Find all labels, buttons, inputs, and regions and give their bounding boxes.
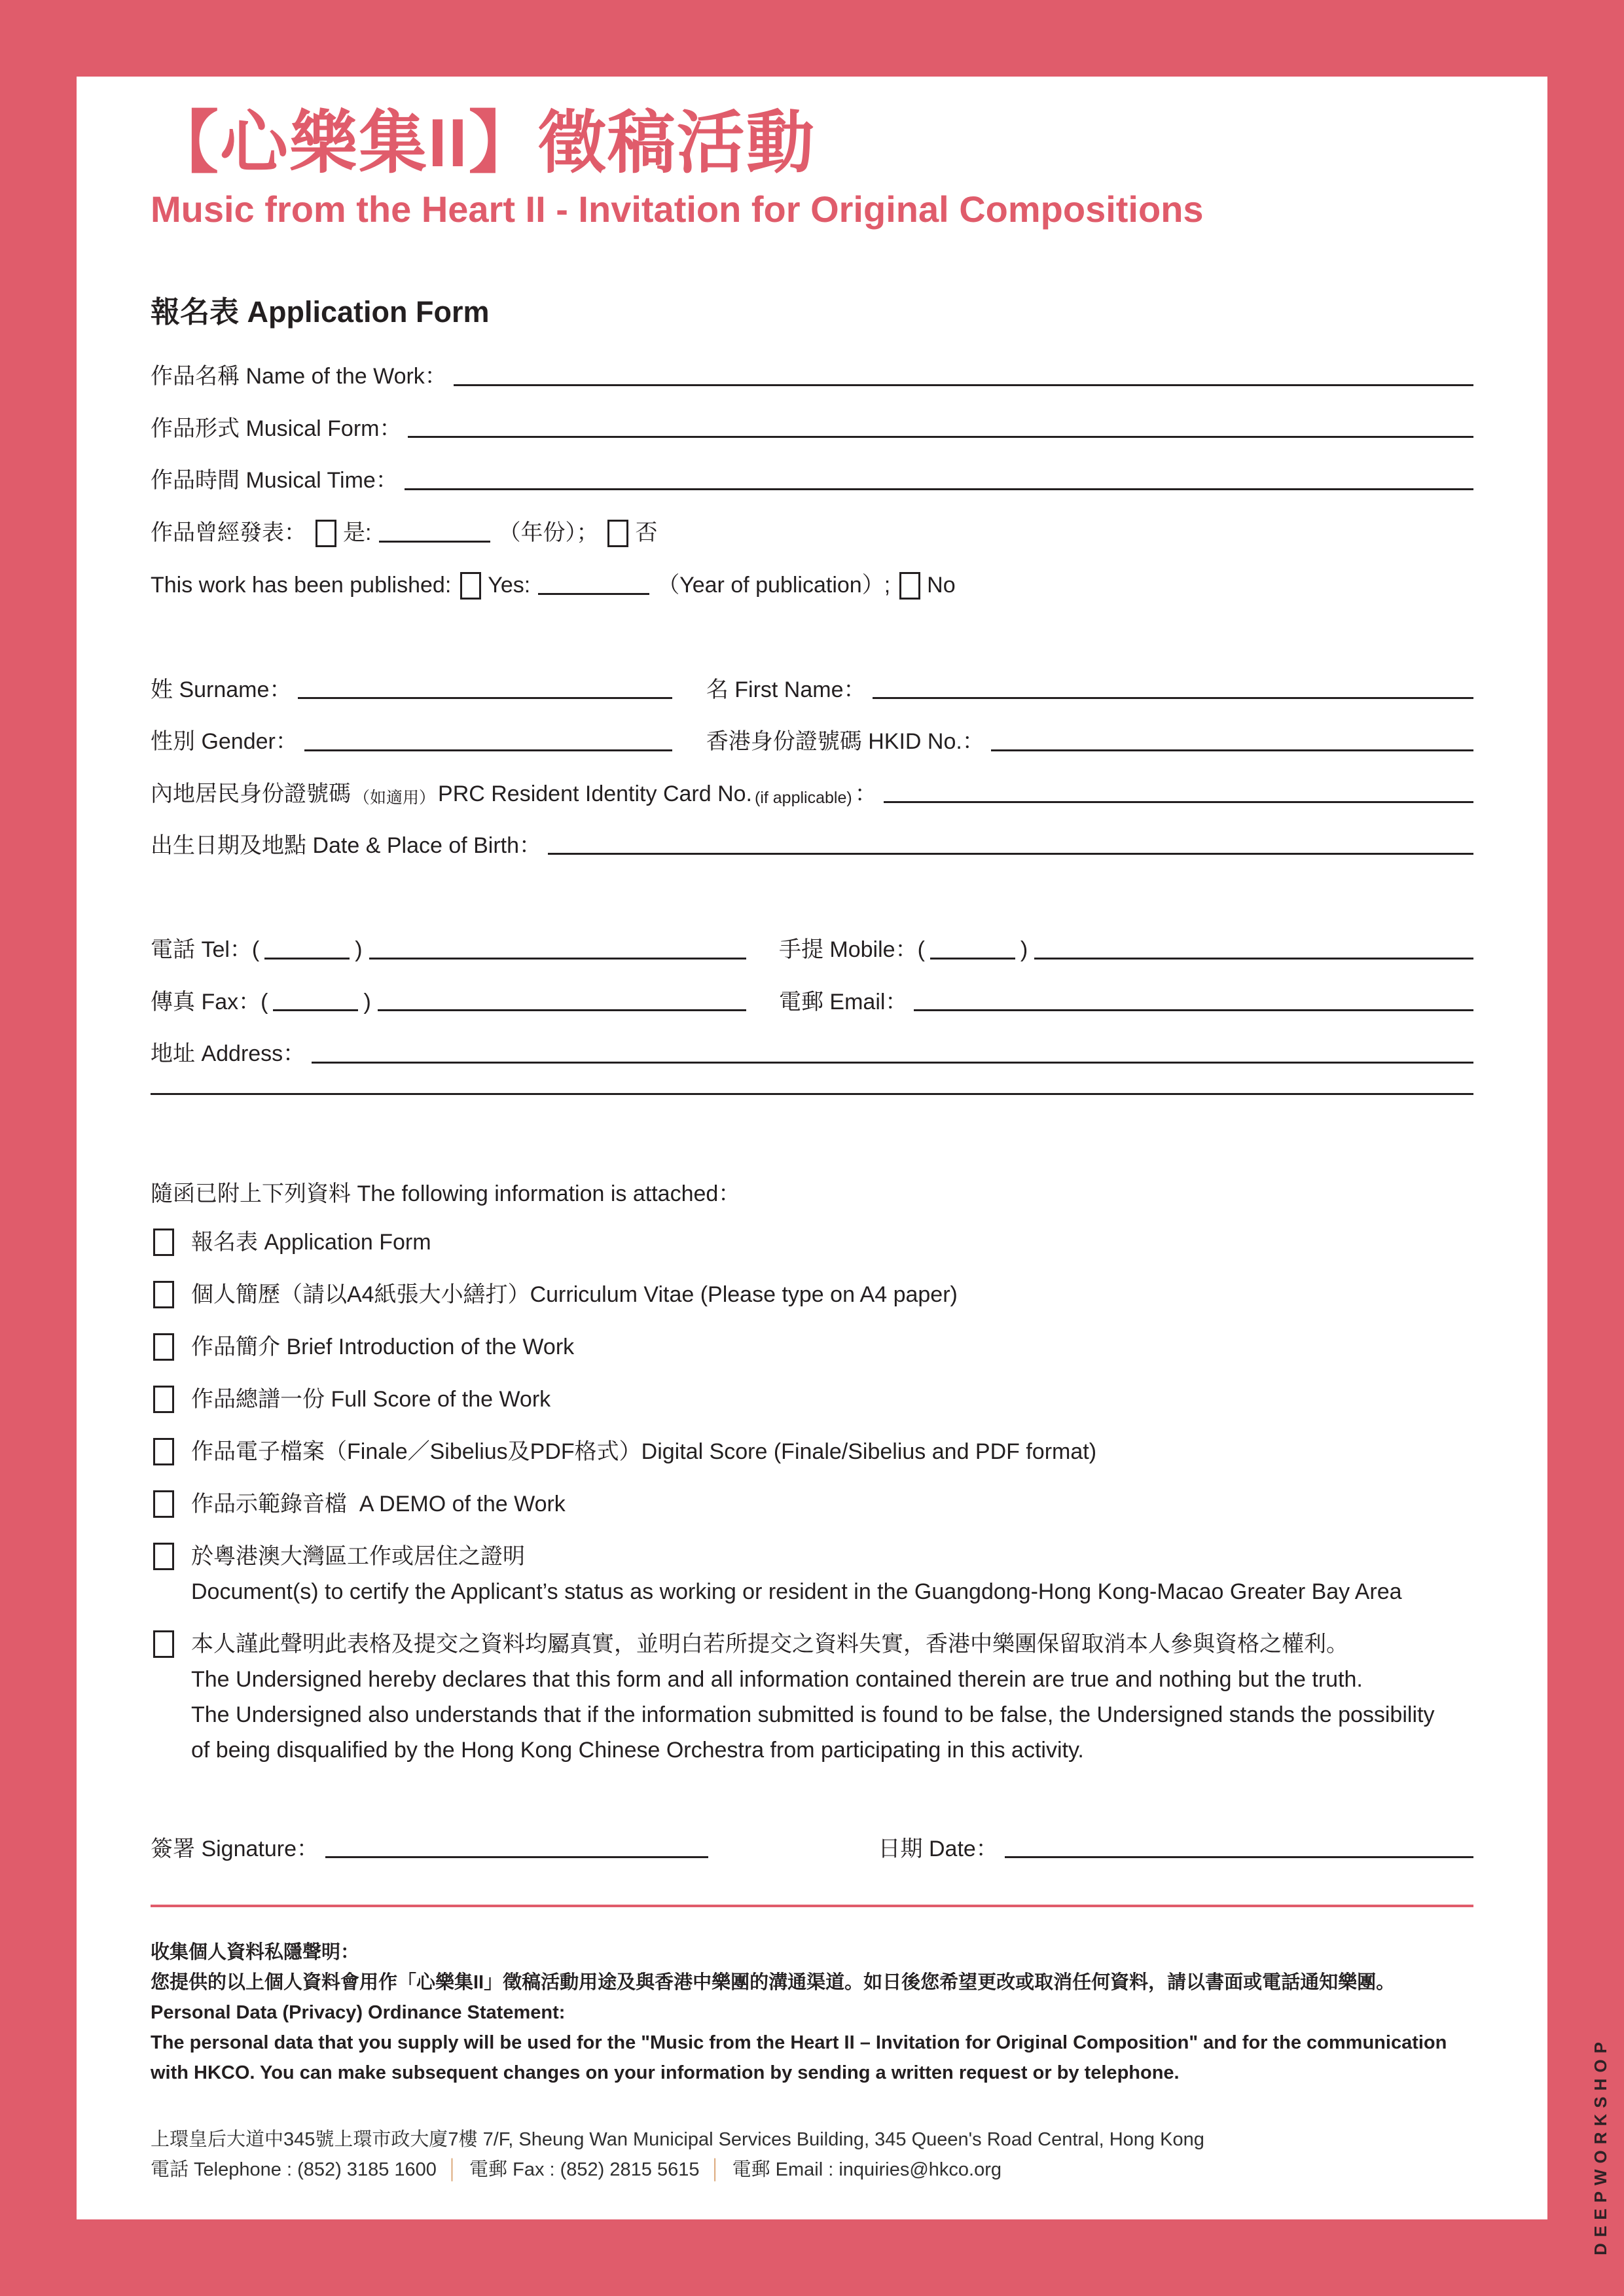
attachment-item-application-form — [151, 1225, 1473, 1260]
footer-contacts — [151, 2155, 1473, 2185]
tel-label: 電話 Tel：( — [151, 937, 260, 963]
field-row-signature-date — [151, 1836, 1473, 1863]
tel-paren-close: ) — [355, 937, 363, 963]
published-year-cn-note: （年份）； — [498, 520, 599, 546]
published-year-en-input-line[interactable] — [538, 593, 649, 595]
published-en-label: This work has been published: — [151, 573, 452, 598]
date-input-line[interactable] — [1005, 1856, 1473, 1858]
musical-time-input-line[interactable] — [405, 488, 1473, 490]
privacy-line: The personal data that you supply will be used for the "Music from the Heart II – Invitation for Original Composition" and for the communication — [151, 2032, 1447, 2054]
field-row-musical-form — [151, 416, 1473, 442]
tel-input-line[interactable] — [369, 958, 746, 960]
email-label: 電郵 Email： — [778, 989, 908, 1014]
attachment-item-full-score — [151, 1382, 1473, 1417]
published-yes-cn-label: 是: — [343, 520, 372, 546]
musical-form-label: 作品形式 Musical Form： — [151, 416, 402, 441]
footer-contact-block — [151, 2125, 1473, 2185]
attachment-line: 於粵港澳大灣區工作或居住之證明 — [191, 1543, 525, 1569]
footer-separator: │ — [710, 2159, 722, 2181]
field-row-tel-mobile — [151, 937, 1473, 963]
attachment-checkbox-full-score[interactable] — [153, 1386, 174, 1413]
name-of-work-input-line[interactable] — [454, 384, 1473, 386]
attachment-text — [191, 1225, 431, 1260]
field-row-address-continued — [151, 1093, 1473, 1100]
address-label: 地址 Address： — [151, 1041, 306, 1067]
mobile-paren-close: ) — [1020, 937, 1028, 963]
published-yes-cn-checkbox[interactable] — [316, 520, 336, 547]
published-year-cn-input-line[interactable] — [379, 541, 490, 543]
field-row-birth — [151, 833, 1473, 859]
fax-paren-close: ) — [363, 989, 371, 1014]
mobile-input-line[interactable] — [1034, 958, 1473, 960]
attachment-item-digital-score — [151, 1434, 1473, 1469]
mobile-field-group — [779, 937, 1473, 963]
attachment-text — [191, 1277, 958, 1312]
date-label: 日期 Date： — [878, 1836, 998, 1861]
email-field-group — [779, 989, 1473, 1016]
published-year-en-note: （Year of publication）; — [657, 573, 891, 598]
attachment-item-declaration — [151, 1626, 1473, 1768]
attachment-checkbox-demo[interactable] — [153, 1490, 174, 1518]
footer-fax: 電郵 Fax : (852) 2815 5615 — [469, 2159, 700, 2181]
tel-area-input-line[interactable] — [264, 958, 350, 960]
attachment-text — [191, 1539, 1402, 1609]
published-cn-label: 作品曾經發表： — [151, 520, 306, 546]
form-sheet — [77, 77, 1547, 2219]
field-row-name-of-work — [151, 363, 1473, 390]
declaration-line: of being disqualified by the Hong Kong Chinese Orchestra from participating in this activity. — [191, 1737, 1084, 1763]
attachment-line: 作品示範錄音檔 A DEMO of the Work — [191, 1491, 566, 1516]
prc-id-label-cn: 內地居民身份證號碼 — [151, 781, 351, 806]
tel-field-group — [151, 937, 779, 963]
attachment-item-cv — [151, 1277, 1473, 1312]
prc-id-label-en-note: (if applicable) — [755, 789, 852, 807]
deepworkshop-watermark: DEEPWORKSHOP — [1591, 2036, 1610, 2255]
footer-address: 上環皇后大道中345號上環市政大廈7樓 7/F, Sheung Wan Municipal Services Building, 345 Queen's Road Central, Hong Kong — [151, 2129, 1204, 2151]
declaration-line: The Undersigned also understands that if the information submitted is found to be false, the Undersigned stands the possibility — [191, 1702, 1435, 1727]
field-row-gender-hkid — [151, 728, 1473, 755]
privacy-line: Personal Data (Privacy) Ordinance Statement: — [151, 2002, 566, 2024]
attachment-text — [191, 1329, 574, 1365]
fax-label: 傳真 Fax：( — [151, 989, 268, 1014]
prc-id-label-cn-note: （如適用） — [353, 789, 436, 807]
attachment-line: 作品電子檔案（Finale／Sibelius及PDF格式）Digital Score (Finale/Sibelius and PDF format) — [191, 1439, 1097, 1464]
date-field-group — [878, 1836, 1473, 1863]
attachment-text — [191, 1626, 1434, 1768]
birth-input-line[interactable] — [548, 853, 1473, 855]
attachment-line: 個人簡歷（請以A4紙張大小繕打）Curriculum Vitae (Please type on A4 paper) — [191, 1282, 958, 1307]
attachment-text — [191, 1382, 550, 1417]
attachment-checkbox-digital-score[interactable] — [153, 1438, 174, 1465]
field-row-musical-time — [151, 467, 1473, 494]
published-no-en-label: No — [927, 573, 956, 598]
field-row-surname-firstname — [151, 677, 1473, 704]
address-input-line-2[interactable] — [151, 1093, 1473, 1095]
attachment-item-gba-proof — [151, 1539, 1473, 1609]
gender-label: 性別 Gender： — [151, 729, 298, 755]
declaration-line: 本人謹此聲明此表格及提交之資料均屬真實，並明白若所提交之資料失實，香港中樂團保留取消本人參與資格之權利。 — [191, 1631, 1348, 1657]
email-input-line[interactable] — [914, 1009, 1473, 1011]
footer-separator: │ — [446, 2159, 460, 2181]
privacy-statement — [151, 1937, 1473, 2088]
attachment-line: 作品簡介 Brief Introduction of the Work — [191, 1334, 575, 1359]
attachment-line: Document(s) to certify the Applicant’s status as working or resident in the Guangdong-Hong Kong-Macao Greater Bay Area — [191, 1579, 1402, 1604]
fax-field-group — [151, 989, 779, 1016]
fax-area-input-line[interactable] — [273, 1009, 358, 1011]
footer-email: 電郵 Email : inquiries@hkco.org — [732, 2159, 1002, 2181]
attachment-item-brief-introduction — [151, 1329, 1473, 1365]
published-no-en-checkbox[interactable] — [899, 572, 920, 600]
attachment-checkbox-declaration[interactable] — [153, 1630, 174, 1658]
attachment-checkbox-gba-proof[interactable] — [153, 1543, 174, 1570]
application-form-heading: 報名表 Application Form — [151, 295, 490, 329]
first-name-label: 名 First Name： — [706, 677, 866, 702]
attachment-checkbox-application-form[interactable] — [153, 1229, 174, 1256]
attachment-checkbox-cv[interactable] — [153, 1281, 174, 1308]
signature-input-line[interactable] — [325, 1856, 708, 1858]
published-no-cn-label: 否 — [635, 520, 658, 546]
attachment-text — [191, 1486, 566, 1522]
declaration-line: The Undersigned hereby declares that this form and all information contained therein are true and nothing but the truth. — [191, 1666, 1363, 1692]
page-title-english: Music from the Heart II - Invitation for Original Compositions — [151, 188, 1204, 230]
mobile-area-input-line[interactable] — [930, 958, 1015, 960]
field-row-prc-id — [151, 781, 1473, 808]
attachment-checkbox-brief-introduction[interactable] — [153, 1333, 174, 1361]
attachment-line: 作品總譜一份 Full Score of the Work — [191, 1386, 551, 1412]
fax-input-line[interactable] — [378, 1009, 746, 1011]
first-name-field-group — [706, 677, 1473, 704]
attachments-heading: 隨函已附上下列資料 The following information is attached： — [151, 1181, 741, 1206]
name-of-work-label: 作品名稱 Name of the Work： — [151, 364, 447, 389]
mobile-label: 手提 Mobile：( — [778, 937, 925, 963]
hkid-label: 香港身份證號碼 HKID No.： — [706, 729, 984, 755]
prc-id-input-line[interactable] — [884, 801, 1473, 803]
published-no-cn-checkbox[interactable] — [607, 520, 628, 547]
gender-input-line[interactable] — [304, 749, 672, 751]
attachment-item-demo — [151, 1486, 1473, 1522]
privacy-line: 收集個人資料私隱聲明： — [151, 1942, 360, 1964]
field-row-published-cn — [151, 520, 1473, 547]
gender-field-group — [151, 728, 706, 755]
field-row-published-en — [151, 572, 1473, 600]
field-row-fax-email — [151, 989, 1473, 1016]
page-title-chinese: 【心樂集II】徵稿活動 — [151, 105, 816, 181]
address-input-line[interactable] — [312, 1062, 1473, 1064]
surname-input-line[interactable] — [298, 697, 672, 699]
musical-form-input-line[interactable] — [408, 436, 1473, 438]
signature-label: 簽署 Signature： — [151, 1836, 319, 1861]
attachment-line: 報名表 Application Form — [191, 1229, 431, 1255]
published-yes-en-checkbox[interactable] — [460, 572, 481, 600]
section-divider-rule — [151, 1905, 1473, 1907]
birth-label: 出生日期及地點 Date & Place of Birth： — [151, 833, 542, 858]
attachment-text — [191, 1434, 1096, 1469]
hkid-field-group — [706, 728, 1473, 755]
musical-time-label: 作品時間 Musical Time： — [151, 468, 398, 493]
privacy-line: with HKCO. You can make subsequent changes on your information by sending a written request or by telephone. — [151, 2062, 1180, 2084]
signature-field-group — [151, 1836, 878, 1863]
published-yes-en-label: Yes: — [488, 573, 531, 598]
surname-label: 姓 Surname： — [151, 677, 292, 702]
field-row-address — [151, 1041, 1473, 1067]
prc-id-label-en: PRC Resident Identity Card No. — [438, 781, 752, 806]
surname-field-group — [151, 677, 706, 704]
prc-id-label-colon: ： — [854, 781, 877, 806]
first-name-input-line[interactable] — [873, 697, 1474, 699]
hkid-input-line[interactable] — [991, 749, 1473, 751]
footer-telephone: 電話 Telephone : (852) 3185 1600 — [151, 2159, 437, 2181]
privacy-line: 您提供的以上個人資料會用作「心樂集II」徵稿活動用途及與香港中樂團的溝通渠道。如日後您希望更改或取消任何資料，請以書面或電話通知樂團。 — [151, 1972, 1396, 1994]
